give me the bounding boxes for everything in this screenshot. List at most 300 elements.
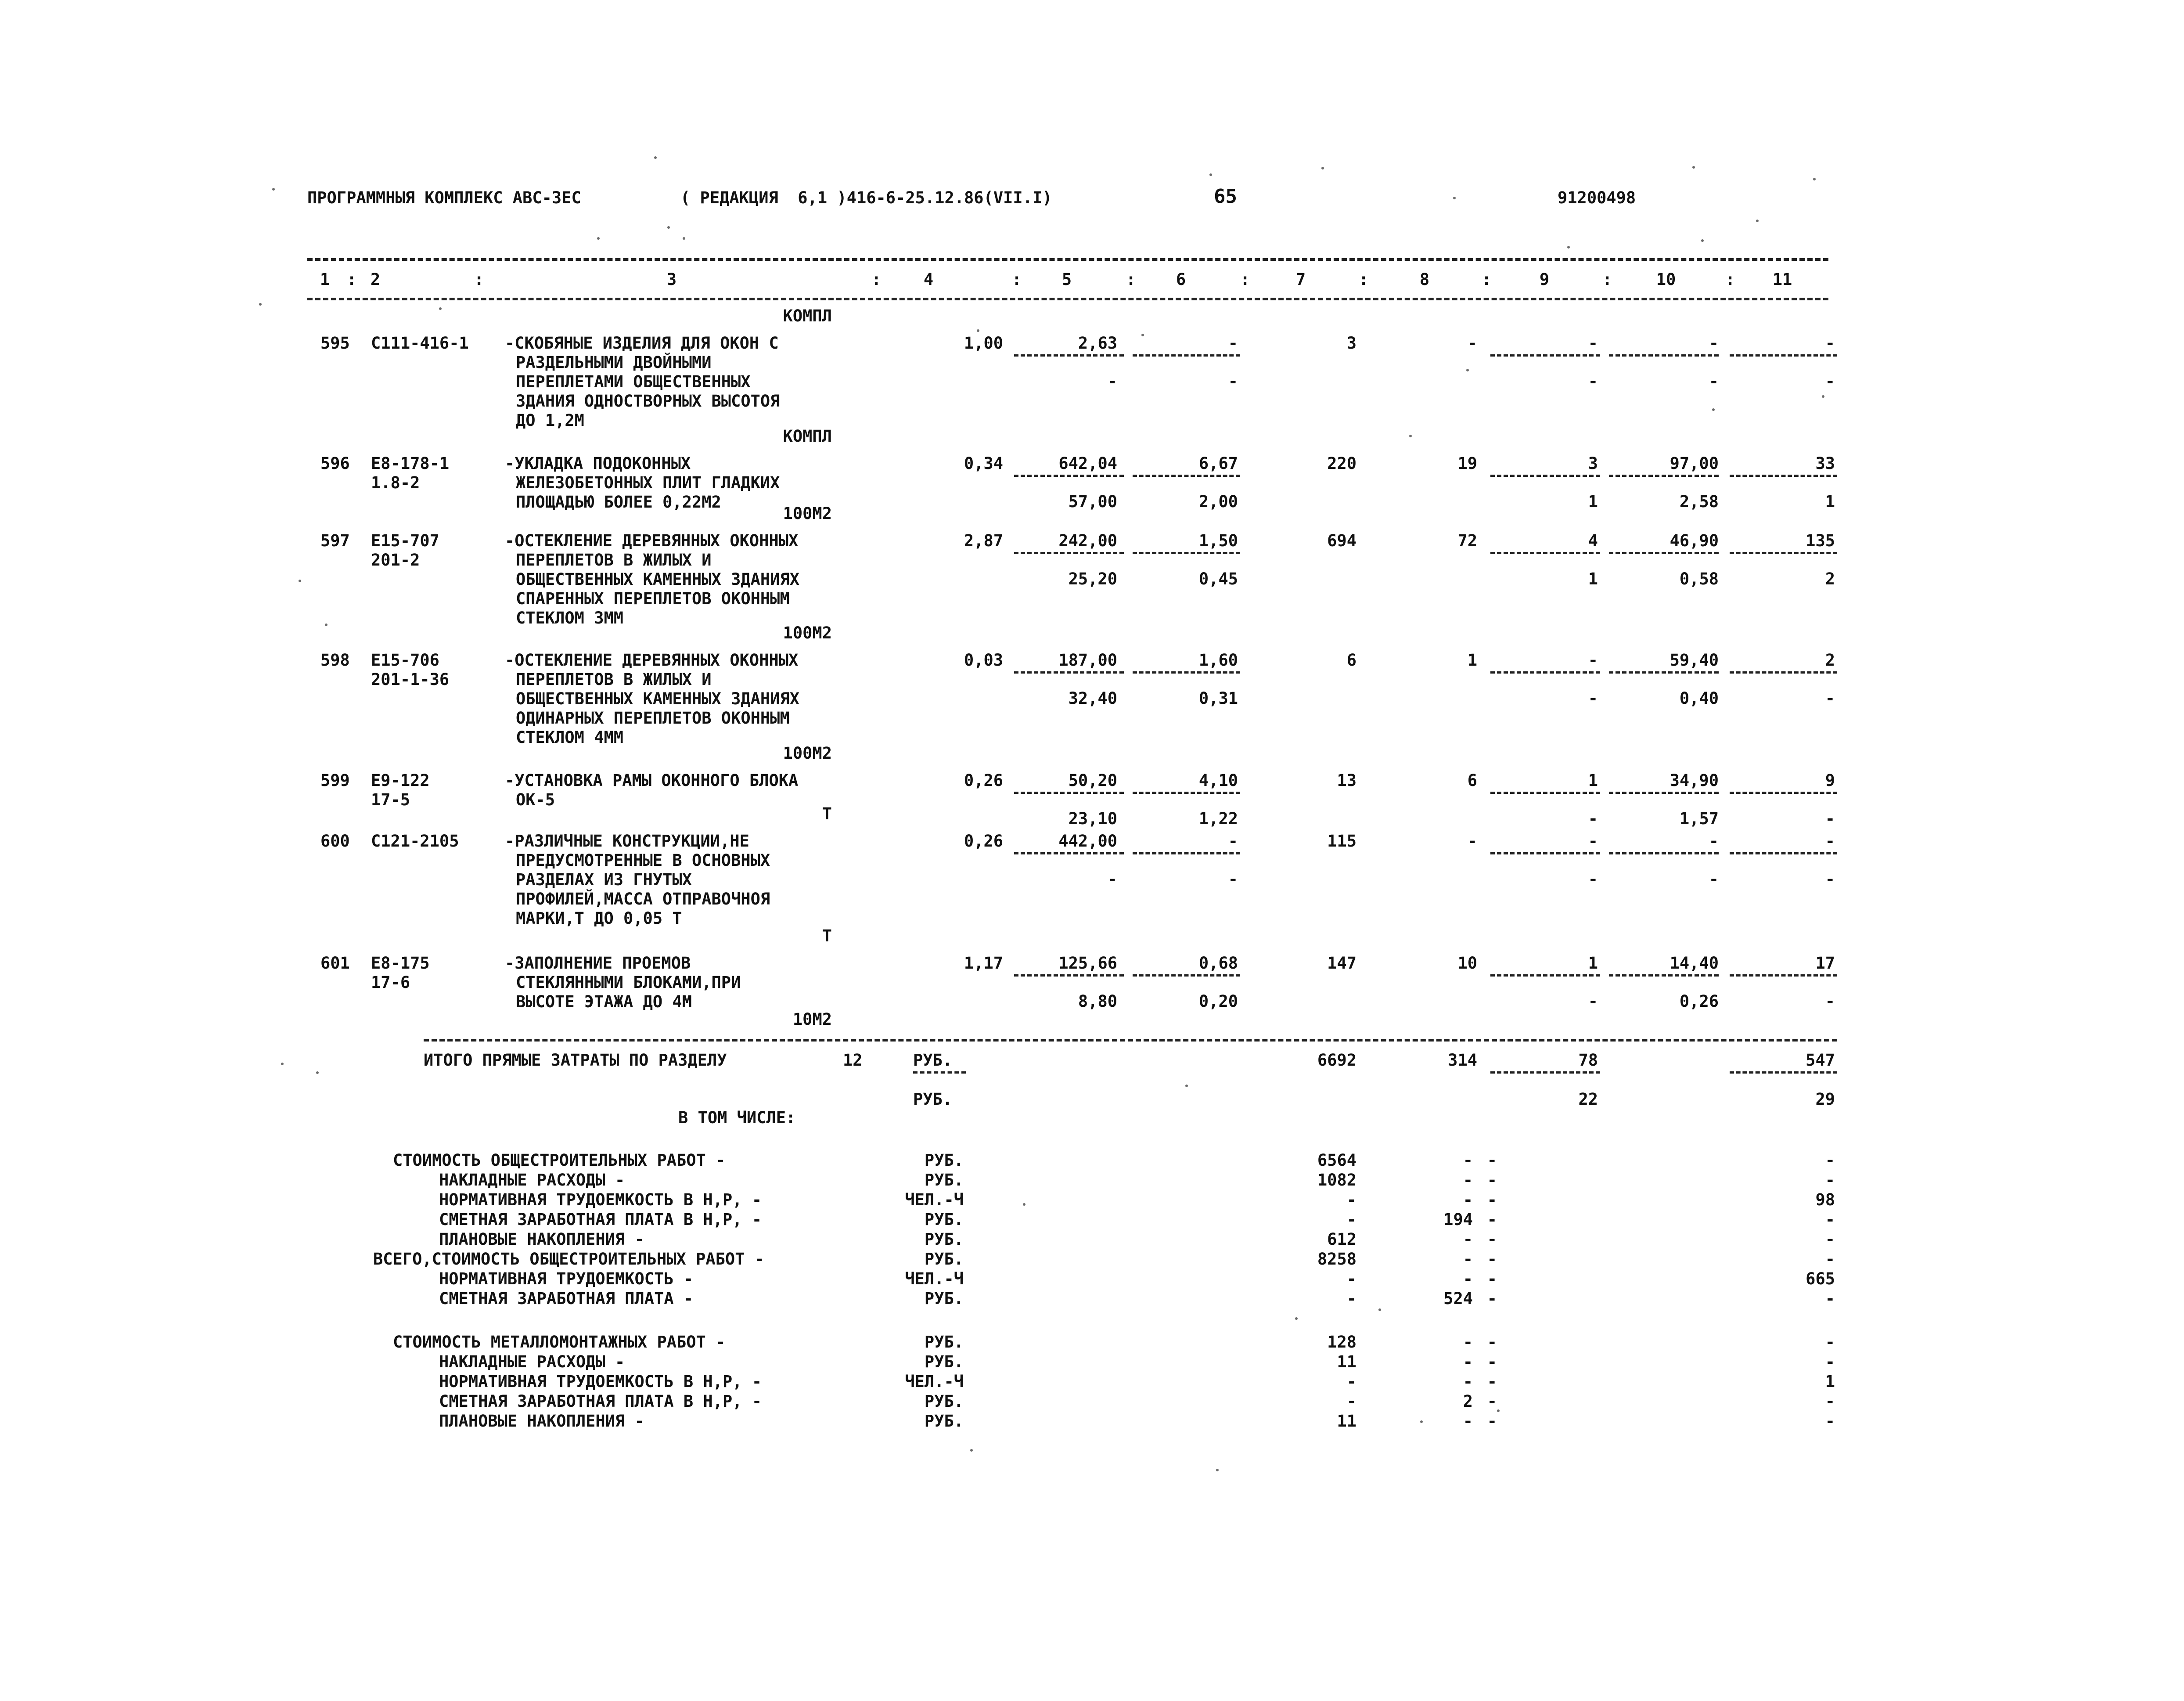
value-c11: 135 — [1806, 531, 1835, 550]
summary-c7: 11 — [1337, 1352, 1356, 1371]
summary-c9: - — [1487, 1392, 1497, 1411]
summary-c7: 612 — [1327, 1230, 1356, 1249]
summary-label: НОРМАТИВНАЯ ТРУДОЕМКОСТЬ В Н,Р, - — [439, 1372, 762, 1391]
summary-label: ПЛАНОВЫЕ НАКОПЛЕНИЯ - — [439, 1412, 644, 1431]
summary-unit: РУБ. — [924, 1210, 964, 1229]
unit-label: 10М2 — [792, 1010, 832, 1029]
norm-code: С121-2105 — [371, 832, 459, 850]
value-c11: 2 — [1825, 651, 1835, 670]
column-separator: : — [474, 270, 484, 289]
value-c5: 187,00 — [1058, 651, 1117, 670]
norm-code: Е8-175 — [371, 954, 430, 973]
scan-speck — [316, 1071, 319, 1074]
scan-speck — [1023, 1203, 1025, 1206]
summary-unit: РУБ. — [924, 1250, 964, 1269]
subtotal-rule — [1490, 974, 1600, 977]
norm-code: 201-1-36 — [371, 670, 450, 689]
scan-speck — [1822, 395, 1824, 398]
totals-c8: 314 — [1448, 1051, 1477, 1070]
summary-c8: 2 — [1463, 1392, 1473, 1411]
value-c4: 2,87 — [964, 531, 1003, 550]
scan-speck — [1466, 369, 1469, 371]
value-c4: 0,26 — [964, 771, 1003, 790]
subtotal-rule — [1609, 792, 1719, 794]
unit-label: КОМПЛ — [783, 306, 832, 325]
row-number: 595 — [320, 334, 350, 353]
value-c10: 14,40 — [1669, 954, 1719, 973]
column-separator: : — [1012, 270, 1022, 289]
summary-c9: - — [1487, 1352, 1497, 1371]
value-c10: - — [1709, 832, 1719, 850]
header-bottom-rule — [307, 298, 1828, 300]
value-c10: 46,90 — [1669, 531, 1719, 550]
value-c8: - — [1467, 832, 1477, 850]
summary-c9: - — [1487, 1210, 1497, 1229]
summary-c8: - — [1463, 1333, 1473, 1351]
column-separator: : — [871, 270, 882, 289]
work-description: ЗДАНИЯ ОДНОСТВОРНЫХ ВЫСОТОЯ — [516, 392, 780, 411]
unit-label: Т — [822, 926, 832, 945]
value-c5: 50,20 — [1068, 771, 1117, 790]
value-c10: - — [1709, 334, 1719, 353]
scan-speck — [299, 580, 301, 582]
norm-code: 1.8-2 — [371, 473, 420, 492]
work-description: ЖЕЛЕЗОБЕТОННЫХ ПЛИТ ГЛАДКИХ — [516, 473, 780, 492]
work-description: СТЕКЛЯННЫМИ БЛОКАМИ,ПРИ — [516, 973, 741, 992]
subtotal-rule — [1730, 852, 1837, 854]
value-c6: - — [1228, 832, 1238, 850]
value-c8: 10 — [1457, 954, 1477, 973]
subtotal-rule — [1014, 354, 1124, 357]
subtotal-rule — [1730, 974, 1837, 977]
subtotal-rule — [1490, 354, 1600, 357]
totals-c7: 6692 — [1317, 1051, 1356, 1070]
norm-code: 17-6 — [371, 973, 410, 992]
value-c11b: - — [1825, 372, 1835, 391]
summary-c9: - — [1487, 1250, 1497, 1269]
summary-label: СМЕТНАЯ ЗАРАБОТНАЯ ПЛАТА - — [439, 1289, 694, 1308]
value-c10: 59,40 — [1669, 651, 1719, 670]
totals-section: 12 — [843, 1051, 863, 1070]
value-c5b: - — [1107, 870, 1117, 889]
scan-speck — [281, 1063, 284, 1065]
summary-c7: - — [1346, 1269, 1356, 1288]
column-separator: : — [1240, 270, 1250, 289]
summary-c8: - — [1463, 1352, 1473, 1371]
subtotal-rule — [1490, 792, 1600, 794]
value-c6b: 0,20 — [1198, 992, 1238, 1011]
value-c11: - — [1825, 334, 1835, 353]
scan-speck — [259, 303, 262, 306]
summary-c9: - — [1487, 1412, 1497, 1431]
subtotal-rule — [1014, 852, 1124, 854]
summary-c8: - — [1463, 1171, 1473, 1189]
column-header-2: 2 — [370, 270, 381, 289]
value-c6: 0,68 — [1198, 954, 1238, 973]
totals-c11b: 29 — [1815, 1090, 1835, 1109]
column-separator: : — [1126, 270, 1136, 289]
value-c6b: 0,31 — [1198, 689, 1238, 708]
summary-unit: РУБ. — [924, 1151, 964, 1170]
value-c6: 1,50 — [1198, 531, 1238, 550]
summary-c7: 1082 — [1317, 1171, 1356, 1189]
summary-label: НОРМАТИВНАЯ ТРУДОЕМКОСТЬ В Н,Р, - — [439, 1190, 762, 1209]
summary-c11: - — [1825, 1151, 1835, 1170]
value-c11b: 1 — [1825, 492, 1835, 511]
summary-unit: РУБ. — [924, 1171, 964, 1189]
totals-c9: 78 — [1578, 1051, 1598, 1070]
summary-c9: - — [1487, 1269, 1497, 1288]
totals-c9b: 22 — [1578, 1090, 1598, 1109]
subtotal-rule — [1490, 852, 1600, 854]
including-label: В ТОМ ЧИСЛЕ: — [678, 1108, 796, 1127]
work-description: -ОСТЕКЛЕНИЕ ДЕРЕВЯННЫХ ОКОННЫХ — [505, 651, 799, 670]
row-number: 599 — [320, 771, 350, 790]
summary-c8: - — [1463, 1190, 1473, 1209]
value-c9b: - — [1588, 809, 1598, 828]
work-description: ОБЩЕСТВЕННЫХ КАМЕННЫХ ЗДАНИЯХ — [516, 570, 800, 589]
scan-speck — [1701, 239, 1704, 242]
subtotal-rule — [913, 1071, 966, 1074]
work-description: ПРЕДУСМОТРЕННЫЕ В ОСНОВНЫХ — [516, 851, 770, 870]
value-c10b: 0,40 — [1679, 689, 1719, 708]
value-c7: 220 — [1327, 454, 1356, 473]
scan-speck — [1567, 246, 1570, 249]
scan-speck — [1295, 1317, 1298, 1320]
value-c11: - — [1825, 832, 1835, 850]
column-header-5: 5 — [1061, 270, 1072, 289]
scan-speck — [1321, 167, 1324, 169]
summary-c11: - — [1825, 1250, 1835, 1269]
summary-c11: - — [1825, 1392, 1835, 1411]
subtotal-rule — [1490, 671, 1600, 674]
scan-speck — [272, 188, 275, 191]
subtotal-rule — [1014, 792, 1124, 794]
value-c11b: - — [1825, 689, 1835, 708]
value-c10b: 0,58 — [1679, 569, 1719, 588]
subtotal-rule — [1490, 475, 1600, 477]
subtotal-rule — [1490, 552, 1600, 554]
value-c7: 147 — [1327, 954, 1356, 973]
unit-label: КОМПЛ — [783, 427, 832, 446]
value-c11b: - — [1825, 992, 1835, 1011]
scan-speck — [1209, 173, 1212, 176]
value-c10b: 0,26 — [1679, 992, 1719, 1011]
value-c9: 1 — [1588, 954, 1598, 973]
value-c6: 4,10 — [1198, 771, 1238, 790]
value-c7: 6 — [1346, 651, 1356, 670]
value-c10b: - — [1709, 870, 1719, 889]
scan-speck — [1141, 334, 1144, 336]
value-c5: 442,00 — [1058, 832, 1117, 850]
summary-c8: 524 — [1443, 1289, 1473, 1308]
column-header-9: 9 — [1539, 270, 1550, 289]
summary-c11: - — [1825, 1352, 1835, 1371]
subtotal-rule — [1730, 475, 1837, 477]
summary-c7: - — [1346, 1190, 1356, 1209]
value-c6: 6,67 — [1198, 454, 1238, 473]
summary-c8: - — [1463, 1412, 1473, 1431]
value-c11: 33 — [1815, 454, 1835, 473]
row-number: 600 — [320, 832, 350, 850]
value-c6b: 1,22 — [1198, 809, 1238, 828]
norm-code: 201-2 — [371, 551, 420, 569]
subtotal-rule — [1133, 671, 1240, 674]
summary-label: ПЛАНОВЫЕ НАКОПЛЕНИЯ - — [439, 1230, 644, 1249]
summary-c9: - — [1487, 1372, 1497, 1391]
value-c5: 125,66 — [1058, 954, 1117, 973]
norm-code: Е8-178-1 — [371, 454, 450, 473]
summary-unit: РУБ. — [924, 1289, 964, 1308]
work-description: -СКОБЯНЫЕ ИЗДЕЛИЯ ДЛЯ ОКОН С — [505, 334, 779, 353]
scan-speck — [1409, 435, 1412, 437]
value-c9: - — [1588, 334, 1598, 353]
summary-c9: - — [1487, 1190, 1497, 1209]
column-separator: : — [1482, 270, 1492, 289]
value-c6b: - — [1228, 870, 1238, 889]
value-c4: 0,03 — [964, 651, 1003, 670]
subtotal-rule — [1730, 1071, 1837, 1074]
column-header-8: 8 — [1419, 270, 1430, 289]
work-description: -УСТАНОВКА РАМЫ ОКОННОГО БЛОКА — [505, 771, 799, 790]
value-c4: 0,26 — [964, 832, 1003, 850]
summary-label: НОРМАТИВНАЯ ТРУДОЕМКОСТЬ - — [439, 1269, 694, 1288]
subtotal-rule — [1609, 671, 1719, 674]
summary-label: СТОИМОСТЬ ОБЩЕСТРОИТЕЛЬНЫХ РАБОТ - — [393, 1151, 726, 1170]
work-description: ОБЩЕСТВЕННЫХ КАМЕННЫХ ЗДАНИЯХ — [516, 689, 800, 708]
value-c8: 1 — [1467, 651, 1477, 670]
work-description: МАРКИ,Т ДО 0,05 Т — [516, 909, 682, 928]
summary-c7: - — [1346, 1392, 1356, 1411]
unit-label: 100М2 — [783, 623, 832, 642]
column-header-3: 3 — [666, 270, 677, 289]
work-description: -РАЗЛИЧНЫЕ КОНСТРУКЦИИ,НЕ — [505, 832, 749, 850]
column-header-11: 11 — [1772, 270, 1792, 289]
value-c8: 72 — [1457, 531, 1477, 550]
work-description: ПРОФИЛЕЙ,МАССА ОТПРАВОЧНОЯ — [516, 890, 770, 908]
summary-c8: - — [1463, 1372, 1473, 1391]
column-header-6: 6 — [1176, 270, 1186, 289]
row-number: 596 — [320, 454, 350, 473]
summary-c11: 98 — [1815, 1190, 1835, 1209]
value-c5b: 57,00 — [1068, 492, 1117, 511]
scan-speck — [1692, 166, 1695, 169]
column-header-4: 4 — [923, 270, 934, 289]
scan-speck — [654, 156, 657, 159]
subtotal-rule — [1730, 552, 1837, 554]
subtotal-rule — [1609, 974, 1719, 977]
summary-c7: - — [1346, 1289, 1356, 1308]
summary-c8: - — [1463, 1269, 1473, 1288]
subtotal-rule — [1014, 475, 1124, 477]
work-description: РАЗДЕЛАХ ИЗ ГНУТЫХ — [516, 870, 692, 889]
summary-c8: - — [1463, 1151, 1473, 1170]
work-description: ОК-5 — [516, 790, 555, 809]
value-c7: 115 — [1327, 832, 1356, 850]
scan-speck — [1813, 178, 1816, 180]
value-c9b: - — [1588, 689, 1598, 708]
subtotal-rule — [1609, 354, 1719, 357]
unit-label: 100М2 — [783, 504, 832, 523]
summary-c11: - — [1825, 1412, 1835, 1431]
scan-speck — [683, 237, 685, 240]
column-header-1: 1 — [320, 270, 330, 289]
work-description: РАЗДЕЛЬНЫМИ ДВОЙНЫМИ — [516, 353, 712, 372]
work-description: ВЫСОТЕ ЭТАЖА ДО 4М — [516, 992, 692, 1011]
scan-speck — [325, 623, 327, 626]
work-description: СТЕКЛОМ 3ММ — [516, 609, 624, 627]
value-c6: 1,60 — [1198, 651, 1238, 670]
program-title: ПРОГРАММНЫЯ КОМПЛЕКС АВС-ЗЕС — [307, 188, 581, 207]
value-c5b: 25,20 — [1068, 569, 1117, 588]
summary-c11: 1 — [1825, 1372, 1835, 1391]
subtotal-rule — [1133, 974, 1240, 977]
subtotal-rule — [1133, 792, 1240, 794]
scan-speck — [1185, 1085, 1188, 1087]
summary-unit: РУБ. — [924, 1230, 964, 1249]
value-c11b: - — [1825, 870, 1835, 889]
subtotal-rule — [1730, 792, 1837, 794]
norm-code: С111-416-1 — [371, 334, 469, 353]
page-number: 65 — [1214, 185, 1237, 208]
value-c5b: 8,80 — [1078, 992, 1117, 1011]
value-c9b: - — [1588, 992, 1598, 1011]
subtotal-rule — [1609, 552, 1719, 554]
scan-speck — [1756, 220, 1759, 222]
value-c7: 13 — [1337, 771, 1356, 790]
subtotal-rule — [1730, 354, 1837, 357]
value-c10: 97,00 — [1669, 454, 1719, 473]
value-c9: 3 — [1588, 454, 1598, 473]
value-c9b: 1 — [1588, 569, 1598, 588]
summary-c8: 194 — [1443, 1210, 1473, 1229]
summary-label: НАКЛАДНЫЕ РАСХОДЫ - — [439, 1171, 625, 1189]
summary-unit: ЧЕЛ.-Ч — [905, 1269, 964, 1288]
scan-speck — [970, 1449, 973, 1452]
summary-c11: - — [1825, 1333, 1835, 1351]
work-description: ОДИНАРНЫХ ПЕРЕПЛЕТОВ ОКОННЫМ — [516, 709, 790, 728]
scan-speck — [1712, 408, 1715, 411]
value-c9: - — [1588, 651, 1598, 670]
row-number: 598 — [320, 651, 350, 670]
value-c9: 1 — [1588, 771, 1598, 790]
summary-c9: - — [1487, 1333, 1497, 1351]
norm-code: 17-5 — [371, 790, 410, 809]
work-description: -ЗАПОЛНЕНИЕ ПРОЕМОВ — [505, 954, 691, 973]
summary-unit: ЧЕЛ.-Ч — [905, 1372, 964, 1391]
scan-speck — [597, 237, 600, 240]
summary-c7: 6564 — [1317, 1151, 1356, 1170]
scan-speck — [1216, 1469, 1219, 1471]
column-header-7: 7 — [1295, 270, 1306, 289]
column-separator: : — [1602, 270, 1612, 289]
totals-top-rule — [424, 1039, 1837, 1042]
summary-unit: РУБ. — [924, 1412, 964, 1431]
summary-c11: - — [1825, 1210, 1835, 1229]
document-code: 91200498 — [1558, 188, 1636, 207]
summary-unit: РУБ. — [924, 1333, 964, 1351]
subtotal-rule — [1490, 1071, 1600, 1074]
work-description: ПЕРЕПЛЕТАМИ ОБЩЕСТВЕННЫХ — [516, 372, 751, 391]
value-c6b: - — [1228, 372, 1238, 391]
summary-c9: - — [1487, 1230, 1497, 1249]
edition-label: ( РЕДАКЦИЯ 6,1 )416-6-25.12.86(VII.I) — [680, 188, 1052, 207]
value-c4: 0,34 — [964, 454, 1003, 473]
value-c9: 4 — [1588, 531, 1598, 550]
value-c11: 9 — [1825, 771, 1835, 790]
value-c11b: - — [1825, 809, 1835, 828]
summary-c9: - — [1487, 1171, 1497, 1189]
subtotal-rule — [1609, 852, 1719, 854]
value-c7: 3 — [1346, 334, 1356, 353]
value-c11b: 2 — [1825, 569, 1835, 588]
summary-c7: - — [1346, 1210, 1356, 1229]
scan-speck — [1497, 1409, 1500, 1412]
summary-label: ВСЕГО,СТОИМОСТЬ ОБЩЕСТРОИТЕЛЬНЫХ РАБОТ - — [373, 1250, 765, 1269]
summary-label: НАКЛАДНЫЕ РАСХОДЫ - — [439, 1352, 625, 1371]
norm-code: Е15-707 — [371, 531, 439, 550]
unit-label: Т — [822, 804, 832, 823]
value-c10b: 2,58 — [1679, 492, 1719, 511]
value-c9b: - — [1588, 870, 1598, 889]
value-c10b: 1,57 — [1679, 809, 1719, 828]
totals-c11: 547 — [1806, 1051, 1835, 1070]
value-c6: - — [1228, 334, 1238, 353]
work-description: -ОСТЕКЛЕНИЕ ДЕРЕВЯННЫХ ОКОННЫХ — [505, 531, 799, 550]
subtotal-rule — [1730, 671, 1837, 674]
subtotal-rule — [1133, 552, 1240, 554]
norm-code: Е15-706 — [371, 651, 439, 670]
totals-unit: РУБ. — [913, 1090, 953, 1109]
summary-c8: - — [1463, 1250, 1473, 1269]
value-c9b: 1 — [1588, 492, 1598, 511]
value-c4: 1,17 — [964, 954, 1003, 973]
value-c9: - — [1588, 832, 1598, 850]
value-c7: 694 — [1327, 531, 1356, 550]
value-c5b: - — [1107, 372, 1117, 391]
scan-speck — [1420, 1420, 1423, 1423]
summary-c11: - — [1825, 1171, 1835, 1189]
totals-unit: РУБ. — [913, 1051, 953, 1070]
scan-speck — [1378, 1308, 1381, 1311]
summary-label: СМЕТНАЯ ЗАРАБОТНАЯ ПЛАТА В Н,Р, - — [439, 1392, 762, 1411]
summary-c7: 11 — [1337, 1412, 1356, 1431]
summary-unit: ЧЕЛ.-Ч — [905, 1190, 964, 1209]
column-separator: : — [347, 270, 357, 289]
value-c10b: - — [1709, 372, 1719, 391]
value-c8: 19 — [1457, 454, 1477, 473]
subtotal-rule — [1014, 552, 1124, 554]
work-description: СТЕКЛОМ 4ММ — [516, 728, 624, 747]
summary-label: СТОИМОСТЬ МЕТАЛЛОМОНТАЖНЫХ РАБОТ - — [393, 1333, 726, 1351]
summary-c11: 665 — [1806, 1269, 1835, 1288]
subtotal-rule — [1133, 354, 1240, 357]
scan-speck — [439, 307, 442, 310]
summary-c8: - — [1463, 1230, 1473, 1249]
summary-label: СМЕТНАЯ ЗАРАБОТНАЯ ПЛАТА В Н,Р, - — [439, 1210, 762, 1229]
value-c5b: 23,10 — [1068, 809, 1117, 828]
scan-speck — [1453, 197, 1456, 199]
summary-c11: - — [1825, 1289, 1835, 1308]
work-description: ПЛОЩАДЬЮ БОЛЕЕ 0,22М2 — [516, 493, 721, 512]
value-c6b: 0,45 — [1198, 569, 1238, 588]
value-c10: 34,90 — [1669, 771, 1719, 790]
value-c5: 2,63 — [1078, 334, 1117, 353]
subtotal-rule — [1133, 852, 1240, 854]
work-description: ПЕРЕПЛЕТОВ В ЖИЛЫХ И — [516, 551, 712, 569]
value-c5b: 32,40 — [1068, 689, 1117, 708]
summary-unit: РУБ. — [924, 1392, 964, 1411]
